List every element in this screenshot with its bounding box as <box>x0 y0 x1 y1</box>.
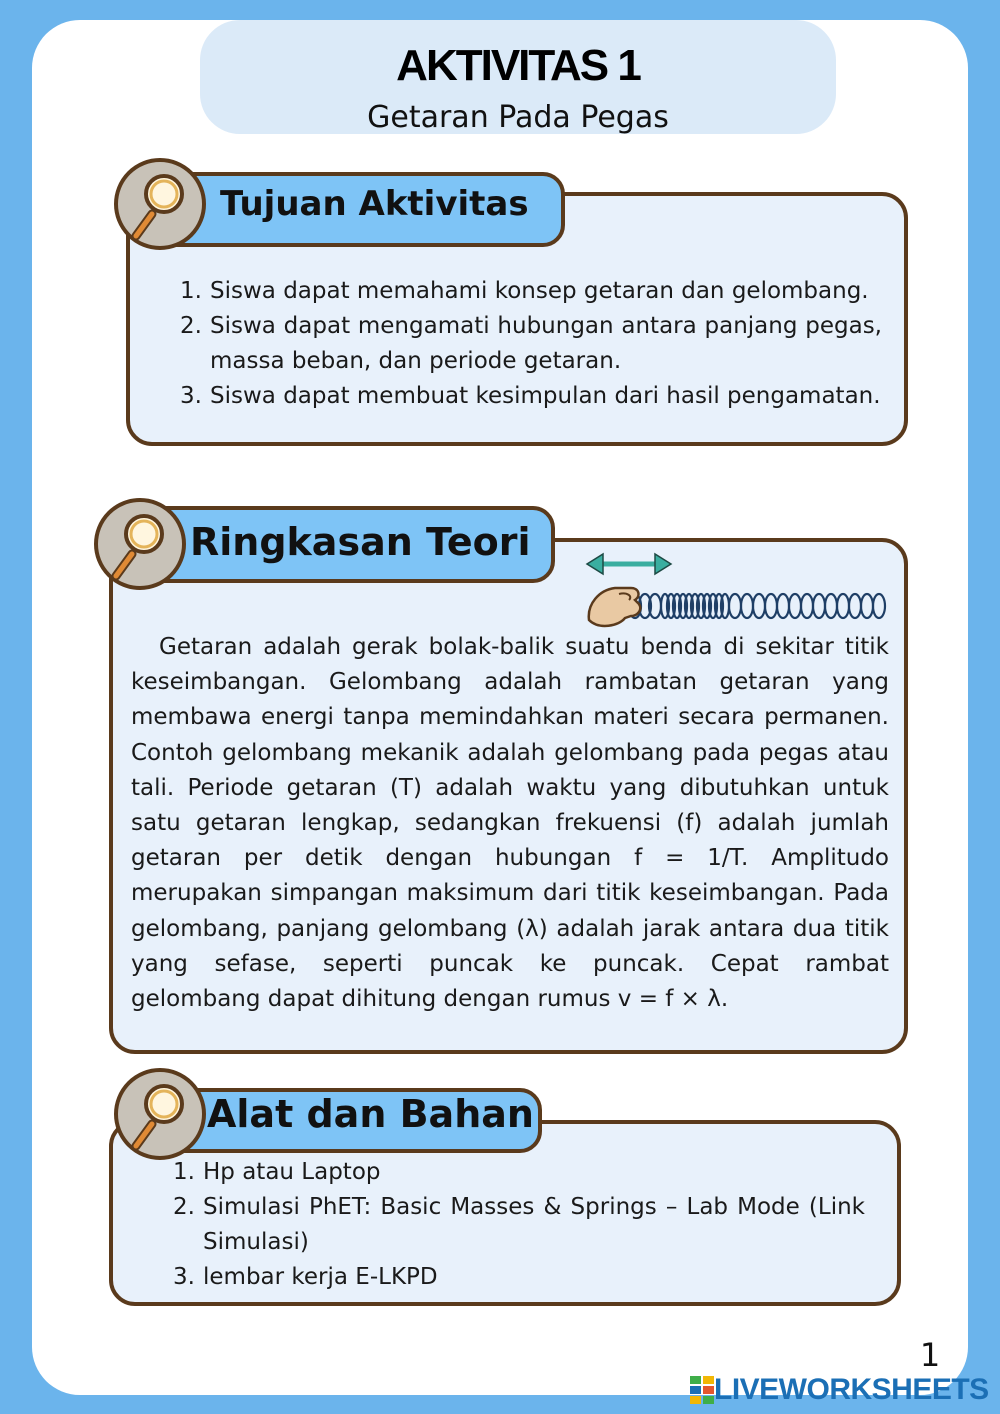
page-subtitle: Getaran Pada Pegas <box>367 100 669 135</box>
magnifier-icon <box>118 162 202 246</box>
liveworksheets-brand[interactable] <box>690 1372 989 1408</box>
brand-text: LIVEWORKSHEETS <box>714 1373 989 1406</box>
list-item: 1. Hp atau Laptop <box>173 1159 381 1185</box>
list-item: 3. Siswa dapat membuat kesimpulan dari hasil pengamatan. <box>180 383 881 409</box>
page-title: AKTIVITAS 1 <box>396 41 640 90</box>
spring-coils <box>629 594 885 618</box>
teori-heading: Ringkasan Teori <box>190 520 531 564</box>
magnifier-icon <box>118 1072 202 1156</box>
double-arrow-icon <box>587 554 671 574</box>
list-item: 2. Siswa dapat mengamati hubungan antara panjang pegas, massa beban, dan periode getaran. <box>180 313 882 374</box>
hand-icon <box>589 588 641 626</box>
alat-badge <box>114 1068 206 1160</box>
alat-list <box>153 1155 865 1295</box>
tujuan-list <box>160 274 882 414</box>
alat-heading: Alat dan Bahan <box>207 1092 534 1136</box>
page-number: 1 <box>919 1336 941 1374</box>
teori-badge <box>94 498 186 590</box>
list-item: 1. Siswa dapat memahami konsep getaran dan gelombang. <box>180 278 869 304</box>
tujuan-heading: Tujuan Aktivitas <box>220 184 529 224</box>
liveworksheets-logo-icon <box>690 1376 714 1404</box>
title-box <box>200 20 836 134</box>
magnifier-icon <box>98 502 182 586</box>
list-item: 2. Simulasi PhET: Basic Masses & Springs – Lab Mode (Link Simulasi) <box>173 1194 865 1255</box>
teori-paragraph: Getaran adalah gerak bolak-balik suatu benda di sekitar titik keseimbangan. Gelombang adalah rambatan getaran yang membawa energi tanpa memindahkan materi secara permanen. Contoh gelombang mekanik adalah gelombang pada pegas atau tali. Periode getaran (T) adalah waktu yang dibutuhkan untuk satu getaran lengkap, sedangkan frekuensi (f) adalah jumlah getaran per detik dengan hubungan f = 1/T. Amplitudo merupakan simpangan maksimum dari titik keseimbangan. Pada gelombang, panjang gelombang (λ) adalah jarak antara dua titik yang sefase, seperti puncak ke puncak. Cepat rambat gelombang dapat dihitung dengan rumus v = f × λ. <box>131 634 889 1013</box>
list-item: 3. lembar kerja E-LKPD <box>173 1264 438 1290</box>
tujuan-badge <box>114 158 206 250</box>
spring-illustration <box>585 546 897 634</box>
